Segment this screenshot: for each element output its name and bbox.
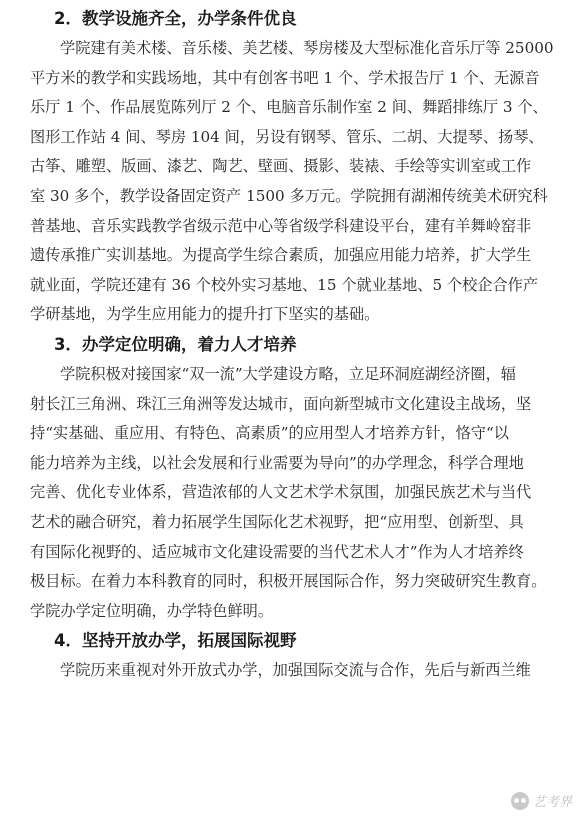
paragraph-line: 射长江三角洲、珠江三角洲等发达城市，面向新型城市文化建设主战场，坚: [30, 394, 532, 413]
paragraph-line: 学院办学定位明确，办学特色鲜明。: [30, 601, 273, 620]
section-facilities: [30, 4, 556, 330]
paragraph-line: 艺术的融合研究，着力拓展学生国际化艺术视野，把“应用型、创新型、具: [30, 512, 524, 531]
paragraph-line: 平方米的教学和实践场地，其中有创客书吧 1 个、学术报告厅 1 个、无源音: [30, 68, 540, 87]
section-heading: 2．教学设施齐全，办学条件优良: [54, 9, 297, 28]
paragraph-line: 遗传承推广实训基地。为提高学生综合素质，加强应用能力培养，扩大学生: [30, 246, 532, 265]
watermark: [511, 791, 572, 810]
wechat-icon: [511, 792, 529, 810]
section-heading: 4．坚持开放办学，拓展国际视野: [54, 631, 297, 651]
paragraph-line: 普基地、音乐实践教学省级示范中心等省级学科建设平台，建有羊舞岭窑非: [30, 216, 532, 235]
paragraph-line: 持“实基础、重应用、有特色、高素质”的应用型人才培养方针，恪守“以: [30, 424, 509, 443]
paragraph-line: 古筝、雕塑、版画、漆艺、陶艺、壁画、摄影、装裱、手绘等实训室或工作: [30, 157, 532, 176]
paragraph-line: 室 30 多个，教学设备固定资产 1500 多万元。学院拥有湖湘传统美术研究科: [30, 186, 548, 205]
paragraph-line: 学研基地，为学生应用能力的提升打下坚实的基础。: [30, 305, 380, 324]
paragraph-line: 学院历来重视对外开放式办学，加强国际交流与合作，先后与新西兰维: [60, 661, 531, 680]
section-positioning: [30, 330, 556, 626]
paragraph-line: 就业面，学院还建有 36 个校外实习基地、15 个就业基地、5 个校企合作产: [30, 275, 539, 294]
paragraph-line: 学院积极对接国家“双一流”大学建设方略，立足环洞庭湖经济圈，辐: [60, 364, 516, 383]
section-paragraph: [30, 656, 556, 686]
paragraph-line: 极目标。在着力本科教育的同时，积极开展国际合作，努力突破研究生教育。: [30, 572, 547, 591]
watermark-text: 艺考界: [532, 795, 572, 810]
paragraph-line: 图形工作站 4 间、琴房 104 间，另设有钢琴、管乐、二胡、大提琴、扬琴、: [30, 127, 544, 146]
paragraph-line: 完善、优化专业体系，营造浓郁的人文艺术学术氛围，加强民族艺术与当代: [30, 483, 532, 502]
paragraph-line: 能力培养为主线，以社会发展和行业需要为导向”的办学理念，科学合理地: [30, 453, 524, 472]
section-paragraph: [30, 360, 556, 626]
section-heading: 3．办学定位明确，着力人才培养: [54, 334, 297, 354]
paragraph-line: 乐厅 1 个、作品展览陈列厅 2 个、电脑音乐制作室 2 间、舞蹈排练厅 3 个、: [30, 98, 548, 117]
section-paragraph: [30, 34, 556, 330]
section-openness: [30, 626, 556, 686]
paragraph-line: 学院建有美术楼、音乐楼、美艺楼、琴房楼及大型标准化音乐厅等 25000: [60, 39, 554, 57]
paragraph-line: 有国际化视野的、适应城市文化建设需要的当代艺术人才”作为人才培养终: [30, 542, 524, 561]
